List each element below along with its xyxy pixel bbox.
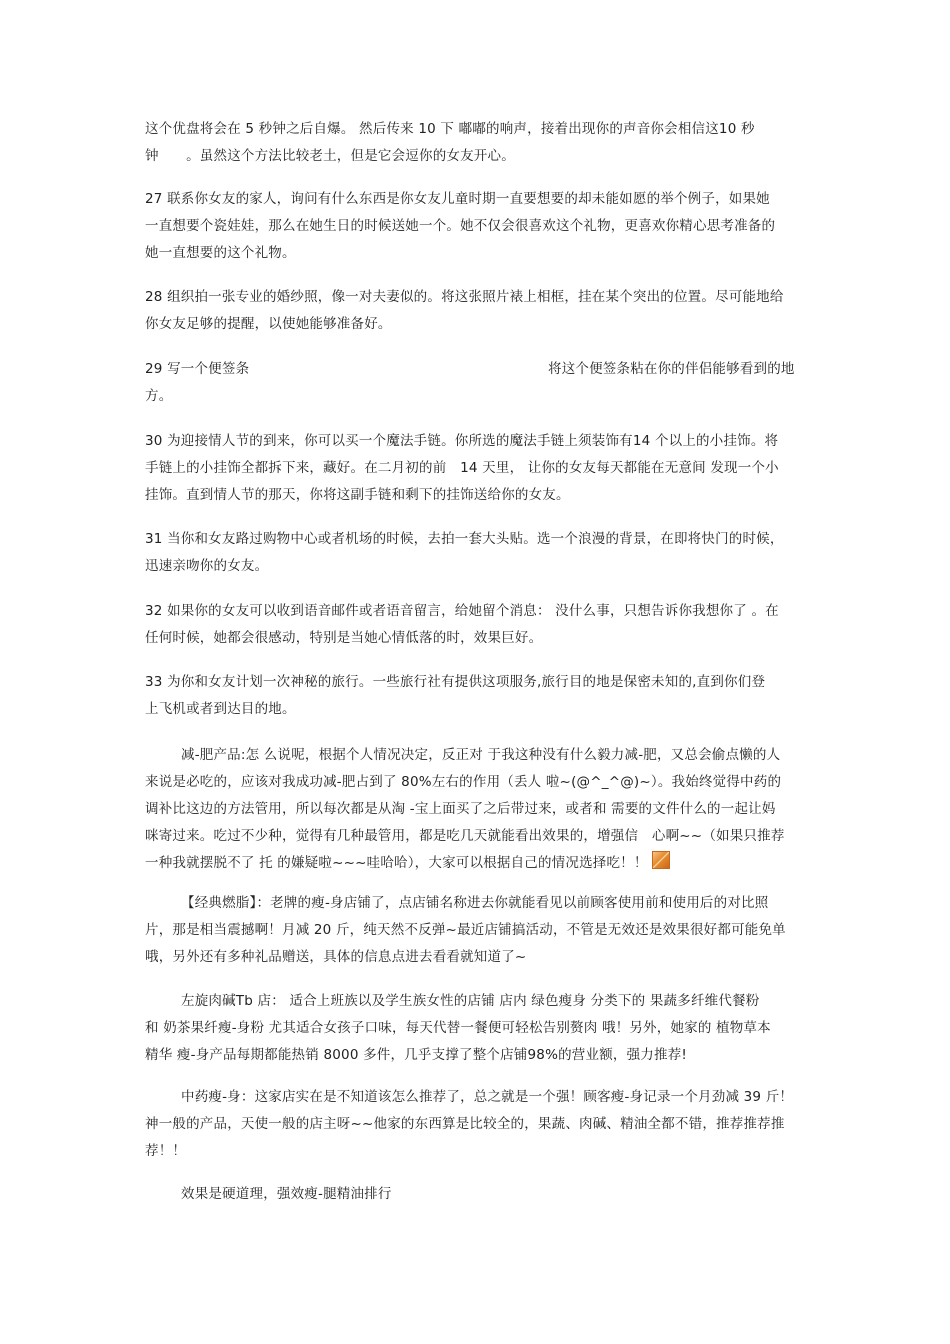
paragraph-27 <box>145 186 810 267</box>
text-line: 31 当你和女友路过购物中心或者机场的时候，去拍一套大头贴。选一个浪漫的背景，在即将快门的时候， <box>145 531 784 547</box>
text-line: 33 为你和女友计划一次神秘的旅行。一些旅行社有提供这项服务,旅行目的地是保密未知的,直到你们登 <box>145 674 766 690</box>
text-line: 神一般的产品，天使一般的店主呀~~他家的东西算是比较全的，果蔬、肉碱、精油全都不错，推荐推荐推 <box>145 1116 785 1132</box>
split-text-line <box>145 356 810 383</box>
text-line: 调补比这边的方法管用，所以每次都是从淘 -宝上面买了之后带过来，或者和 需要的文件什么的一起让妈 <box>145 801 776 817</box>
paragraph-l-carnitine <box>145 988 810 1069</box>
text-right: 将这个便签条粘在你的伴侣能够看到的地 <box>548 361 795 377</box>
text-line-with-icon <box>145 850 810 877</box>
text-line: 迅速亲吻你的女友。 <box>145 558 269 574</box>
paragraph-leg-oil-ranking <box>145 1181 810 1208</box>
paragraph-classic-fat-burn <box>145 890 810 971</box>
text-line: 这个优盘将会在 5 秒钟之后自爆。 然后传来 10 下 嘟嘟的响声，接着出现你的声音你会相信这10 秒 <box>145 121 755 137</box>
text-left: 29 写一个便签条 <box>145 361 250 377</box>
text-line: 27 联系你女友的家人，询问有什么东西是你女友儿童时期一直要想要的却未能如愿的举个例子，如果她 <box>145 191 770 207</box>
text-line: 她一直想要的这个礼物。 <box>145 245 296 261</box>
text-line: 28 组织拍一张专业的婚纱照，像一对夫妻似的。将这张照片裱上相框，挂在某个突出的位置。尽可能地给 <box>145 289 784 305</box>
text-line: 来说是必吃的，应该对我成功减-肥占到了 80%左右的作用（丢人 啦~(@^_^@)~）。我始终觉得中药的 <box>145 774 782 790</box>
paragraph-29 <box>145 356 810 410</box>
text-line: 效果是硬道理，强效瘦-腿精油排行 <box>181 1186 392 1202</box>
broken-image-icon <box>652 851 670 869</box>
text-line: 哦，另外还有多种礼品赠送，具体的信息点进去看看就知道了~ <box>145 949 527 965</box>
paragraph-33 <box>145 669 810 723</box>
text-line: 左旋肉碱Tb 店： 适合上班族以及学生族女性的店铺 店内 绿色瘦身 分类下的 果蔬多纤维代餐粉 <box>181 993 760 1009</box>
paragraph-28 <box>145 284 810 338</box>
text-span: 一种我就摆脱不了 托 的嫌疑啦~~~哇哈哈），大家可以根据自己的情况选择吃！！ <box>145 855 648 871</box>
text-line: 32 如果你的女友可以收到语音邮件或者语音留言，给她留个消息： 没什么事，只想告诉你我想你了 。在 <box>145 603 779 619</box>
text-line: 中药瘦-身：这家店实在是不知道该怎么推荐了，总之就是一个强！顾客瘦-身记录一个月劲减 39 斤！ <box>181 1089 794 1105</box>
paragraph-26-tail <box>145 116 810 170</box>
text-line: 钟 。虽然这个方法比较老土，但是它会逗你的女友开心。 <box>145 148 515 164</box>
text-line: 精华 瘦-身产品每期都能热销 8000 多件，几乎支撑了整个店铺98%的营业额，强力推荐! <box>145 1047 688 1063</box>
text-line: 一直想要个瓷娃娃，那么在她生日的时候送她一个。她不仅会很喜欢这个礼物，更喜欢你精心思考准备的 <box>145 218 776 234</box>
text-line: 手链上的小挂饰全都拆下来，藏好。在二月初的前 14 天里， 让你的女友每天都能在无意间 发现一个小 <box>145 460 779 476</box>
text-line: 方。 <box>145 388 173 404</box>
text-line: 挂饰。直到情人节的那天，你将这副手链和剩下的挂饰送给你的女友。 <box>145 487 570 503</box>
text-line: 任何时候，她都会很感动，特别是当她心情低落的时，效果巨好。 <box>145 630 543 646</box>
text-line: 减-肥产品:怎 么说呢，根据个人情况决定，反正对 于我这种没有什么毅力减-肥，又总会偷点懒的人 <box>181 747 781 763</box>
text-line: 你女友足够的提醒，以使她能够准备好。 <box>145 316 392 332</box>
text-line: 荐！！ <box>145 1143 187 1159</box>
text-line: 上飞机或者到达目的地。 <box>145 701 296 717</box>
paragraph-30 <box>145 428 810 509</box>
text-line: 30 为迎接情人节的到来，你可以买一个魔法手链。你所选的魔法手链上须装饰有14 个以上的小挂饰。将 <box>145 433 779 449</box>
paragraph-31 <box>145 526 810 580</box>
paragraph-herbal-slimming <box>145 1084 810 1165</box>
text-line: 咪寄过来。吃过不少种，觉得有几种最管用，都是吃几天就能看出效果的，增强信 心啊~~（如果只推荐 <box>145 828 785 844</box>
paragraph-diet-products <box>145 742 810 877</box>
paragraph-32 <box>145 598 810 652</box>
text-line: 片，那是相当震撼啊！月减 20 斤，纯天然不反弹~最近店铺搞活动，不管是无效还是效果很好都可能免单 <box>145 922 786 938</box>
text-line: 【经典燃脂】：老牌的瘦-身店铺了，点店铺名称进去你就能看见以前顾客使用前和使用后的对比照 <box>181 895 769 911</box>
text-line: 和 奶茶果纤瘦-身粉 尤其适合女孩子口味，每天代替一餐便可轻松告别赘肉 哦！另外，她家的 植物草本 <box>145 1020 771 1036</box>
